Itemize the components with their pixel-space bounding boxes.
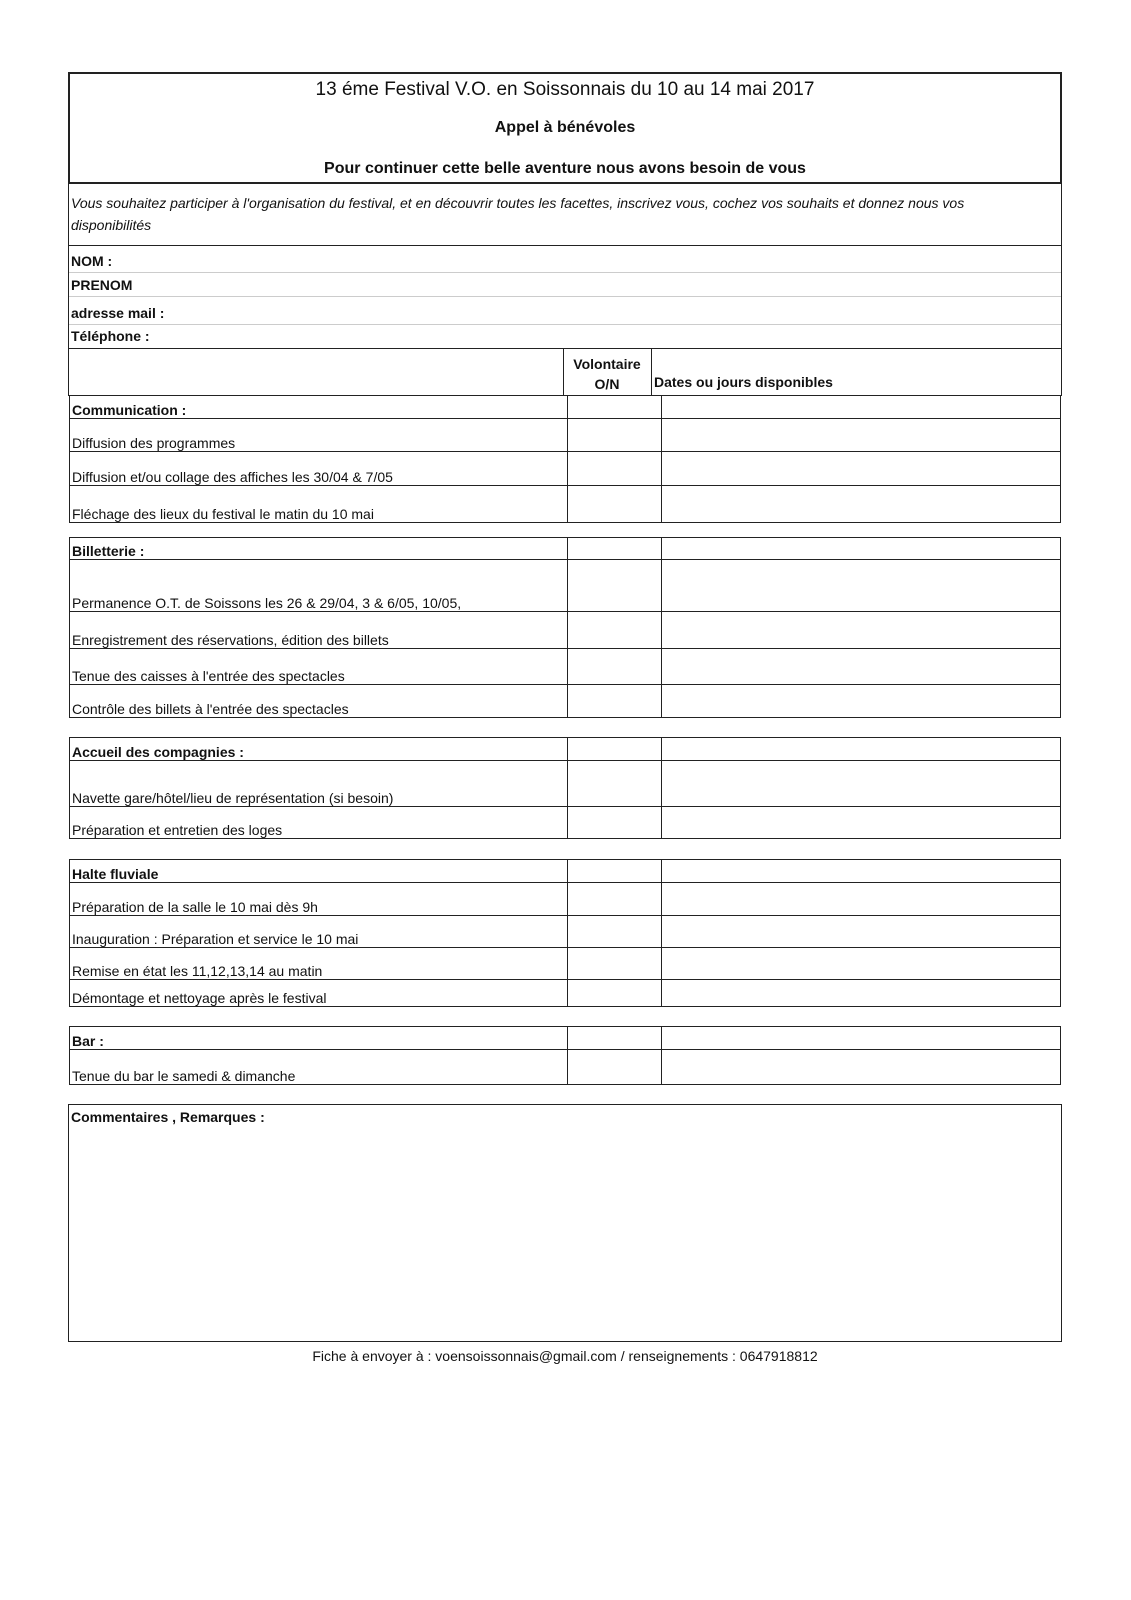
- dates-cell[interactable]: [662, 612, 1061, 649]
- volontaire-cell[interactable]: [568, 738, 662, 761]
- dates-cell[interactable]: [662, 738, 1061, 761]
- form-title: 13 éme Festival V.O. en Soissonnais du 10 au 14 mai 2017: [315, 79, 815, 100]
- comments-label: Commentaires , Remarques :: [71, 1109, 265, 1125]
- task-label: Navette gare/hôtel/lieu de représentation (si besoin): [70, 761, 568, 807]
- volontaire-cell[interactable]: [568, 807, 662, 839]
- dates-cell[interactable]: [662, 948, 1061, 980]
- billetterie-title: Billetterie :: [70, 538, 568, 560]
- volontaire-cell[interactable]: [568, 980, 662, 1007]
- dates-cell[interactable]: [662, 685, 1061, 718]
- dates-cell[interactable]: [662, 486, 1061, 523]
- communication-section: [69, 395, 1061, 523]
- volontaire-cell[interactable]: [568, 916, 662, 948]
- volontaire-cell[interactable]: [568, 649, 662, 685]
- info-block: [68, 184, 1062, 396]
- intro-text: Vous souhaitez participer à l'organisation du festival, et en découvrir toutes les facettes, inscrivez vous, cochez vos souhaits et donnez nous vos disponibilités: [71, 195, 965, 233]
- task-label: Tenue du bar le samedi & dimanche: [70, 1050, 568, 1085]
- communication-title: Communication :: [70, 396, 568, 419]
- task-label: Enregistrement des réservations, édition des billets: [70, 612, 568, 649]
- accueil-section: [69, 737, 1061, 839]
- form-subtitle: Appel à bénévoles: [494, 119, 636, 136]
- dates-cell[interactable]: [662, 1027, 1061, 1050]
- footer-contact: Fiche à envoyer à : voensoissonnais@gmail.com / renseignements : 0647918812: [312, 1348, 818, 1364]
- volontaire-header: Volontaire O/N: [573, 356, 641, 392]
- dates-cell[interactable]: [662, 1050, 1061, 1085]
- volontaire-cell[interactable]: [568, 1027, 662, 1050]
- prenom-field[interactable]: PRENOM: [71, 277, 133, 293]
- form-tagline: Pour continuer cette belle aventure nous avons besoin de vous: [324, 160, 806, 177]
- halte-title: Halte fluviale: [70, 860, 568, 883]
- volontaire-cell[interactable]: [568, 883, 662, 916]
- volontaire-cell[interactable]: [568, 538, 662, 560]
- dates-cell[interactable]: [662, 419, 1061, 452]
- task-label: Démontage et nettoyage après le festival: [70, 980, 568, 1007]
- volontaire-cell[interactable]: [568, 948, 662, 980]
- task-label: Diffusion et/ou collage des affiches les 30/04 & 7/05: [70, 452, 568, 486]
- bar-section: [69, 1026, 1061, 1085]
- dates-cell[interactable]: [662, 538, 1061, 560]
- telephone-field[interactable]: Téléphone :: [71, 328, 150, 344]
- dates-cell[interactable]: [662, 860, 1061, 883]
- volontaire-cell[interactable]: [568, 486, 662, 523]
- volontaire-cell[interactable]: [568, 685, 662, 718]
- dates-cell[interactable]: [662, 560, 1061, 612]
- accueil-title: Accueil des compagnies :: [70, 738, 568, 761]
- dates-cell[interactable]: [662, 883, 1061, 916]
- dates-cell[interactable]: [662, 761, 1061, 807]
- volontaire-cell[interactable]: [568, 612, 662, 649]
- task-label: Permanence O.T. de Soissons les 26 & 29/04, 3 & 6/05, 10/05,: [70, 560, 568, 612]
- comments-box[interactable]: [68, 1104, 1062, 1342]
- dates-cell[interactable]: [662, 452, 1061, 486]
- task-label: Remise en état les 11,12,13,14 au matin: [70, 948, 568, 980]
- halte-section: [69, 859, 1061, 1007]
- task-label: Préparation de la salle le 10 mai dès 9h: [70, 883, 568, 916]
- bar-title: Bar :: [70, 1027, 568, 1050]
- task-label: Inauguration : Préparation et service le 10 mai: [70, 916, 568, 948]
- volontaire-cell[interactable]: [568, 419, 662, 452]
- nom-field[interactable]: NOM :: [71, 253, 113, 269]
- volontaire-cell[interactable]: [568, 396, 662, 419]
- dates-cell[interactable]: [662, 807, 1061, 839]
- dates-header: Dates ou jours disponibles: [654, 374, 833, 390]
- task-label: Préparation et entretien des loges: [70, 807, 568, 839]
- header-box: [68, 72, 1062, 184]
- task-label: Fléchage des lieux du festival le matin du 10 mai: [70, 486, 568, 523]
- task-label: Tenue des caisses à l'entrée des spectacles: [70, 649, 568, 685]
- volontaire-cell[interactable]: [568, 860, 662, 883]
- task-label: Contrôle des billets à l'entrée des spectacles: [70, 685, 568, 718]
- volontaire-cell[interactable]: [568, 761, 662, 807]
- email-field[interactable]: adresse mail :: [71, 305, 165, 321]
- volontaire-cell[interactable]: [568, 452, 662, 486]
- dates-cell[interactable]: [662, 396, 1061, 419]
- volontaire-cell[interactable]: [568, 560, 662, 612]
- dates-cell[interactable]: [662, 916, 1061, 948]
- billetterie-section: [69, 537, 1061, 718]
- dates-cell[interactable]: [662, 980, 1061, 1007]
- task-label: Diffusion des programmes: [70, 419, 568, 452]
- volontaire-cell[interactable]: [568, 1050, 662, 1085]
- dates-cell[interactable]: [662, 649, 1061, 685]
